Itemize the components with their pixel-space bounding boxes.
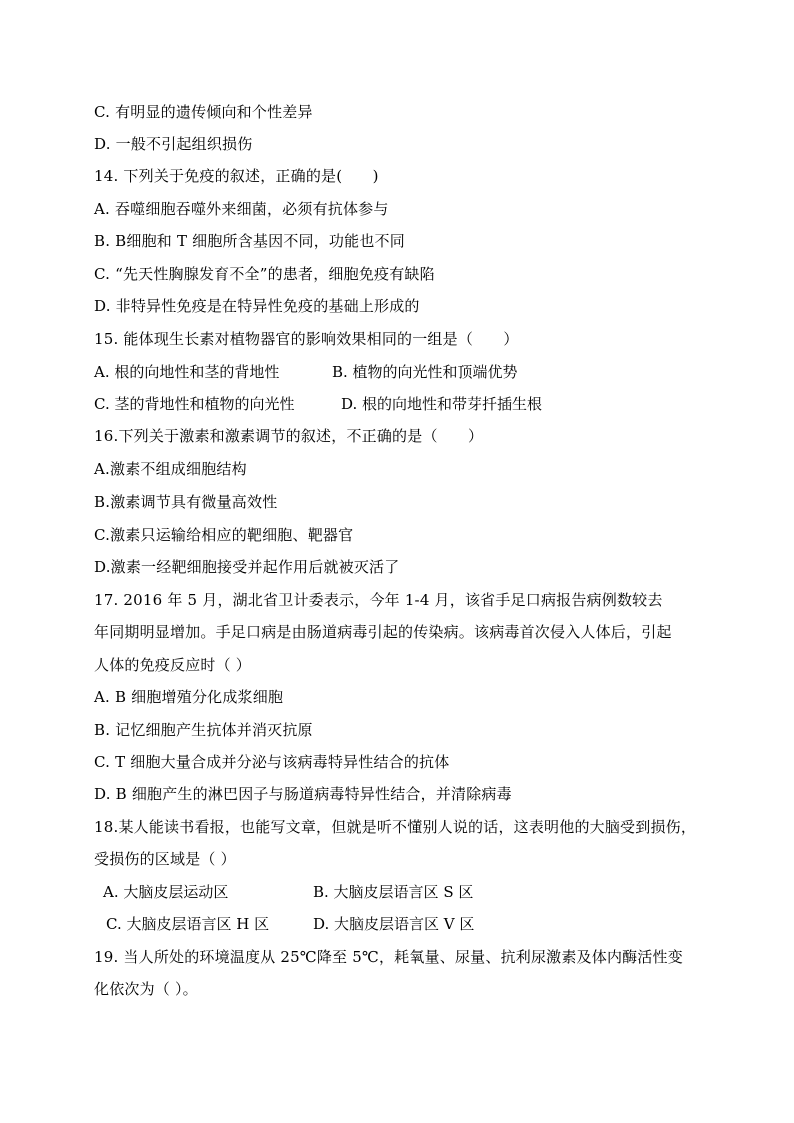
q15-option-c: C. 茎的背地性和植物的向光性 xyxy=(94,395,295,413)
q15-option-b: B. 植物的向光性和顶端优势 xyxy=(332,363,518,381)
q17-stem-line-2: 年同期明显增加。手足口病是由肠道病毒引起的传染病。该病毒首次侵入人体后，引起 xyxy=(94,623,672,641)
q18-option-a: A. 大脑皮层运动区 xyxy=(103,883,229,901)
q14-option-d: D. 非特异性免疫是在特异性免疫的基础上形成的 xyxy=(94,297,420,315)
q18-option-b: B. 大脑皮层语言区 S 区 xyxy=(313,883,474,901)
q15-stem: 15. 能体现生长素对植物器官的影响效果相同的一组是（ ） xyxy=(94,330,519,348)
q17-option-d: D. B 细胞产生的淋巴因子与肠道病毒特异性结合，并清除病毒 xyxy=(94,785,512,803)
q15-option-d: D. 根的向地性和带芽扦插生根 xyxy=(341,395,543,413)
q15-option-a: A. 根的向地性和茎的背地性 xyxy=(94,363,280,381)
q16-stem: 16.下列关于激素和激素调节的叙述，不正确的是（ ） xyxy=(94,427,484,445)
q16-option-b: B.激素调节具有微量高效性 xyxy=(94,493,278,511)
q18-stem-line-1: 18.某人能读书看报，也能写文章，但就是听不懂别人说的话，这表明他的大脑受到损伤， xyxy=(94,818,697,836)
q16-option-c: C.激素只运输给相应的靶细胞、靶器官 xyxy=(94,526,354,544)
q18-option-c: C. 大脑皮层语言区 H 区 xyxy=(106,915,270,933)
q13-option-c: C. 有明显的遗传倾向和个性差异 xyxy=(94,103,313,121)
q17-stem-line-1: 17. 2016 年 5 月，湖北省卫计委表示，今年 1-4 月，该省手足口病报告病例数较去 xyxy=(94,591,663,609)
q17-option-a: A. B 细胞增殖分化成浆细胞 xyxy=(94,688,284,706)
q17-stem-line-3: 人体的免疫反应时（ ） xyxy=(94,656,251,674)
q14-option-a: A. 吞噬细胞吞噬外来细菌，必须有抗体参与 xyxy=(94,200,389,218)
q19-stem-line-2: 化依次为（ ）。 xyxy=(94,980,198,998)
q19-stem-line-1: 19. 当人所处的环境温度从 25℃降至 5℃，耗氧量、尿量、抗利尿激素及体内酶活性变 xyxy=(94,948,683,966)
q14-option-c: C. “先天性胸腺发育不全”的患者，细胞免疫有缺陷 xyxy=(94,265,435,283)
q16-option-a: A.激素不组成细胞结构 xyxy=(94,460,247,478)
q18-stem-line-2: 受损伤的区域是（ ） xyxy=(94,850,236,868)
q16-option-d: D.激素一经靶细胞接受并起作用后就被灭活了 xyxy=(94,558,400,576)
q17-option-b: B. 记忆细胞产生抗体并消灭抗原 xyxy=(94,721,313,739)
q14-option-b: B. B细胞和 T 细胞所含基因不同，功能也不同 xyxy=(94,232,405,250)
q14-stem: 14. 下列关于免疫的叙述，正确的是( ) xyxy=(94,167,379,185)
q18-option-d: D. 大脑皮层语言区 V 区 xyxy=(313,915,475,933)
q13-option-d: D. 一般不引起组织损伤 xyxy=(94,135,253,153)
q17-option-c: C. T 细胞大量合成并分泌与该病毒特异性结合的抗体 xyxy=(94,753,450,771)
